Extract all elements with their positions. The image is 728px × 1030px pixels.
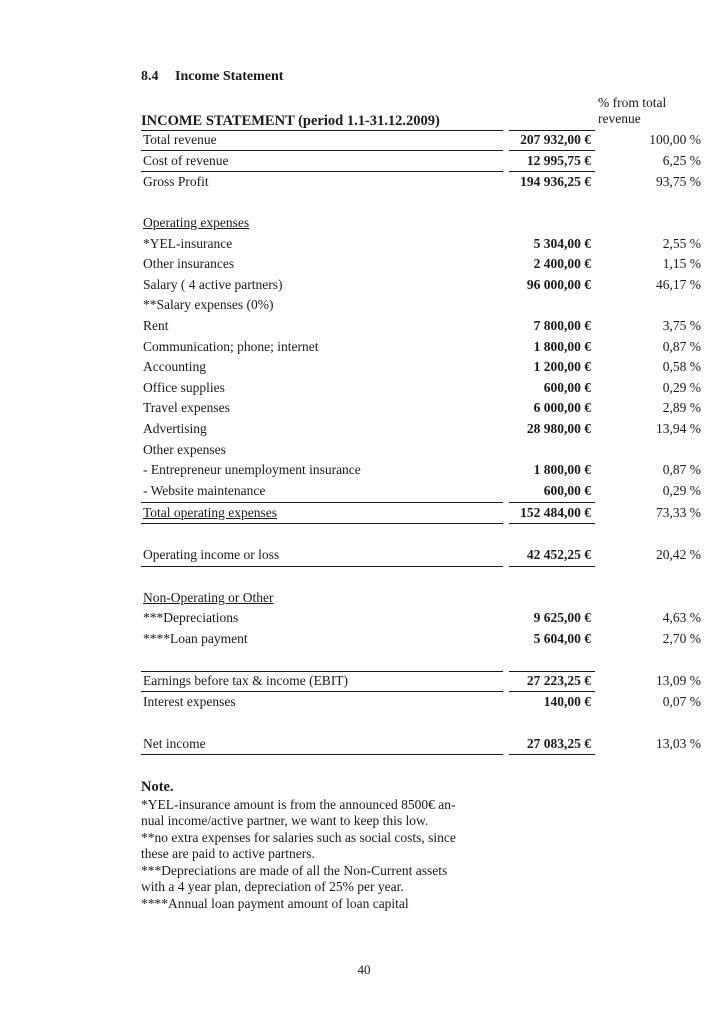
row-amount: 5 304,00 € — [533, 236, 591, 251]
row-operating-expenses-heading — [141, 213, 704, 233]
section-heading — [141, 69, 283, 85]
row-label: Cost of revenue — [143, 153, 229, 168]
row-label: - Entrepreneur unemployment insurance — [143, 462, 361, 477]
row-label: Total operating expenses — [143, 505, 278, 520]
row-depreciations — [141, 608, 704, 628]
row-label: Accounting — [143, 359, 206, 374]
row-yel-insurance — [141, 234, 704, 254]
note-line: nual income/active partner, we want to keep this low. — [141, 813, 429, 828]
row-label: Travel expenses — [143, 400, 230, 415]
row-amount: 28 980,00 € — [526, 421, 591, 436]
row-amount: 207 932,00 € — [520, 132, 591, 147]
row-other-expenses — [141, 440, 704, 460]
footnote-block — [141, 779, 491, 912]
row-pct: 13,03 % — [656, 736, 701, 751]
pct-header-line1: % from total — [598, 95, 667, 110]
note-title: Note. — [141, 779, 174, 795]
row-amount: 9 625,00 € — [533, 610, 591, 625]
row-amount: 140,00 € — [543, 694, 591, 709]
row-label: ***Depreciations — [143, 610, 239, 625]
row-label: Earnings before tax & income (EBIT) — [143, 673, 349, 688]
row-pct: 1,15 % — [662, 256, 701, 271]
row-pct: 73,33 % — [656, 505, 701, 520]
row-cost-of-revenue — [141, 151, 704, 171]
row-total-revenue — [141, 130, 704, 150]
row-office-supplies — [141, 378, 704, 398]
row-ebit — [141, 671, 704, 691]
row-interest — [141, 692, 704, 712]
row-salary-expenses — [141, 295, 704, 315]
row-communication — [141, 337, 704, 357]
row-label: Operating expenses — [143, 215, 250, 230]
note-line: with a 4 year plan, depreciation of 25% per year. — [141, 879, 404, 894]
row-pct: 0,58 % — [662, 359, 701, 374]
row-label: Other insurances — [143, 256, 235, 271]
row-amount: 600,00 € — [543, 483, 591, 498]
row-label: Office supplies — [143, 380, 225, 395]
note-line: *YEL-insurance amount is from the announced 8500€ an- — [141, 796, 456, 812]
row-label: **Salary expenses (0%) — [143, 297, 274, 312]
row-label: Gross Profit — [143, 174, 209, 189]
row-label: Advertising — [143, 421, 207, 436]
row-amount: 27 223,25 € — [526, 673, 591, 688]
pct-header-line2: revenue — [598, 111, 641, 126]
page-number: 40 — [357, 962, 371, 977]
row-gross-profit — [141, 172, 704, 192]
row-amount: 27 083,25 € — [526, 736, 591, 751]
row-pct: 0,87 % — [662, 462, 701, 477]
row-amount: 2 400,00 € — [533, 256, 591, 271]
row-operating-income — [141, 545, 704, 565]
row-pct: 2,70 % — [662, 631, 701, 646]
row-salary — [141, 275, 704, 295]
row-pct: 6,25 % — [662, 153, 701, 168]
row-label: Total revenue — [143, 132, 217, 147]
row-pct: 46,17 % — [656, 277, 701, 292]
note-line: **no extra expenses for salaries such as social costs, since — [141, 829, 456, 845]
row-pct: 13,09 % — [656, 673, 701, 688]
row-pct: 100,00 % — [649, 132, 701, 147]
row-amount: 600,00 € — [543, 380, 591, 395]
row-travel — [141, 398, 704, 418]
row-label: Other expenses — [143, 442, 226, 457]
row-label: Non-Operating or Other — [143, 590, 274, 605]
row-amount: 194 936,25 € — [520, 174, 591, 189]
row-pct: 0,07 % — [662, 694, 701, 709]
row-label: Communication; phone; internet — [143, 339, 319, 354]
row-net-income — [141, 734, 704, 754]
note-line: ***Depreciations are made of all the Non-Current assets — [141, 862, 448, 878]
row-label: ****Loan payment — [143, 631, 248, 646]
row-pct: 13,94 % — [656, 421, 701, 436]
row-label: - Website maintenance — [143, 483, 266, 498]
row-amount: 152 484,00 € — [520, 505, 591, 520]
row-non-operating-heading — [141, 588, 704, 608]
row-pct: 0,87 % — [662, 339, 701, 354]
note-line: ****Annual loan payment amount of loan capital — [141, 895, 409, 911]
row-amount: 1 800,00 € — [533, 339, 591, 354]
row-loan-payment — [141, 629, 704, 649]
note-line: these are paid to active partners. — [141, 846, 315, 861]
row-pct: 20,42 % — [656, 547, 701, 562]
row-website — [141, 481, 704, 501]
row-amount: 12 995,75 € — [526, 153, 591, 168]
row-pct: 0,29 % — [662, 380, 701, 395]
statement-title: INCOME STATEMENT (period 1.1-31.12.2009) — [141, 113, 440, 129]
row-label: Salary ( 4 active partners) — [143, 277, 283, 292]
row-amount: 42 452,25 € — [526, 547, 591, 562]
row-label: Operating income or loss — [143, 547, 280, 562]
row-amount: 6 000,00 € — [533, 400, 591, 415]
row-amount: 1 800,00 € — [533, 462, 591, 477]
row-label: Net income — [143, 736, 206, 751]
row-other-insurances — [141, 254, 704, 274]
row-rent — [141, 316, 704, 336]
row-unemployment-insurance — [141, 460, 704, 480]
row-pct: 3,75 % — [662, 318, 701, 333]
row-amount: 1 200,00 € — [533, 359, 591, 374]
row-advertising — [141, 419, 704, 439]
row-pct: 0,29 % — [662, 483, 701, 498]
row-total-operating — [141, 503, 704, 523]
row-accounting — [141, 357, 704, 377]
pct-column-header — [598, 95, 666, 127]
row-amount: 7 800,00 € — [533, 318, 591, 333]
section-number: 8.4 — [141, 69, 159, 84]
row-pct: 2,55 % — [662, 236, 701, 251]
section-title: Income Statement — [175, 69, 284, 84]
row-label: Interest expenses — [143, 694, 236, 709]
row-pct: 93,75 % — [656, 174, 701, 189]
row-label: Rent — [143, 318, 169, 333]
row-amount: 5 604,00 € — [533, 631, 591, 646]
row-pct: 4,63 % — [662, 610, 701, 625]
row-amount: 96 000,00 € — [526, 277, 591, 292]
row-label: *YEL-insurance — [143, 236, 233, 251]
row-pct: 2,89 % — [662, 400, 701, 415]
